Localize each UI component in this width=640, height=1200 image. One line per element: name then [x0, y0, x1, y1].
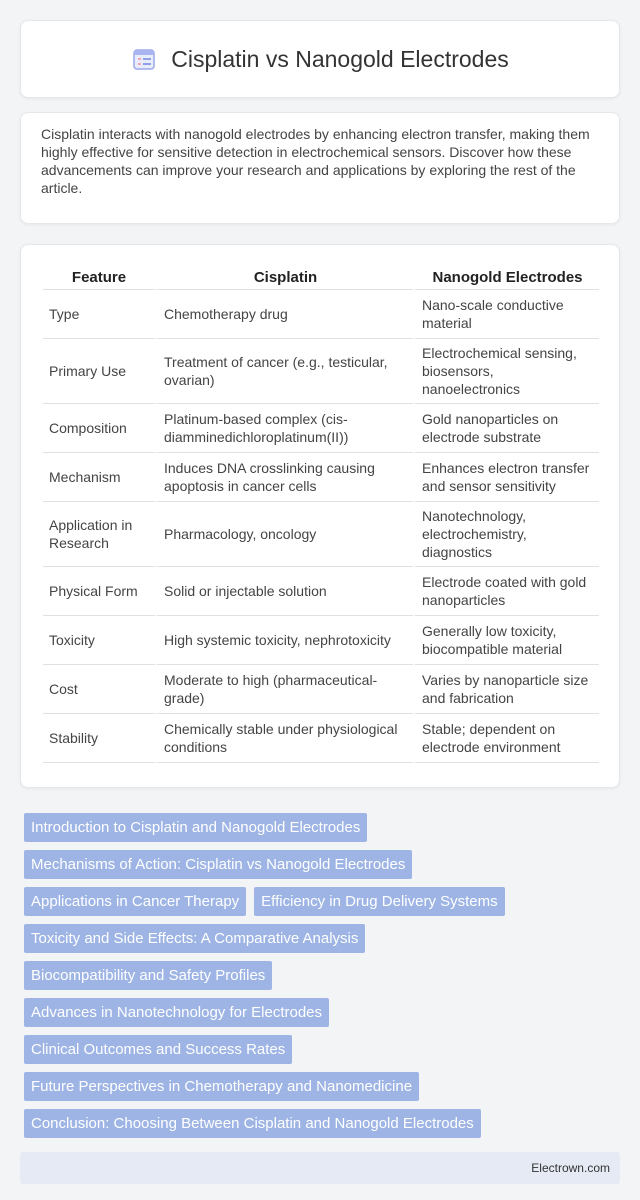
comparison-table: [43, 257, 599, 763]
table-header-row: [43, 257, 599, 290]
table-header-cell: Cisplatin: [155, 257, 413, 290]
topic-tag[interactable]: Future Perspectives in Chemotherapy and Nanomedicine: [24, 1072, 419, 1101]
topic-tag[interactable]: Introduction to Cisplatin and Nanogold Electrodes: [24, 813, 367, 842]
footer-site-name: Electrown.com: [531, 1161, 610, 1175]
table-row: [43, 453, 599, 502]
table-cell: Chemotherapy drug: [155, 290, 413, 339]
footer: [20, 1152, 620, 1184]
table-header-cell: Nanogold Electrodes: [413, 257, 599, 290]
table-cell: Varies by nanoparticle size and fabrication: [413, 665, 599, 714]
table-cell: Primary Use: [43, 339, 155, 404]
table-row: [43, 290, 599, 339]
table-cell: Physical Form: [43, 567, 155, 616]
topic-tag[interactable]: Efficiency in Drug Delivery Systems: [254, 887, 504, 916]
topic-tag[interactable]: Biocompatibility and Safety Profiles: [24, 961, 272, 990]
table-cell: High systemic toxicity, nephrotoxicity: [155, 616, 413, 665]
table-cell: Type: [43, 290, 155, 339]
table-cell: Induces DNA crosslinking causing apoptosis in cancer cells: [155, 453, 413, 502]
title-card: [20, 20, 620, 98]
table-header-cell: Feature: [43, 257, 155, 290]
table-cell: Gold nanoparticles on electrode substrate: [413, 404, 599, 453]
table-cell: Composition: [43, 404, 155, 453]
table-cell: Solid or injectable solution: [155, 567, 413, 616]
table-cell: Moderate to high (pharmaceutical-grade): [155, 665, 413, 714]
table-cell: Electrode coated with gold nanoparticles: [413, 567, 599, 616]
table-cell: Platinum-based complex (cis-diamminedichloroplatinum(II)): [155, 404, 413, 453]
table-cell: Treatment of cancer (e.g., testicular, ovarian): [155, 339, 413, 404]
table-cell: Generally low toxicity, biocompatible material: [413, 616, 599, 665]
topic-tag[interactable]: Advances in Nanotechnology for Electrodes: [24, 998, 329, 1027]
comparison-table-card: [20, 244, 620, 788]
topic-tag[interactable]: Conclusion: Choosing Between Cisplatin and Nanogold Electrodes: [24, 1109, 481, 1138]
table-cell: Enhances electron transfer and sensor sensitivity: [413, 453, 599, 502]
table-row: [43, 404, 599, 453]
table-cell: Toxicity: [43, 616, 155, 665]
table-cell: Nanotechnology, electrochemistry, diagnostics: [413, 502, 599, 567]
table-row: [43, 616, 599, 665]
topic-tag[interactable]: Mechanisms of Action: Cisplatin vs Nanogold Electrodes: [24, 850, 412, 879]
topic-tag[interactable]: Clinical Outcomes and Success Rates: [24, 1035, 292, 1064]
table-cell: Nano-scale conductive material: [413, 290, 599, 339]
table-row: [43, 339, 599, 404]
intro-text: Cisplatin interacts with nanogold electrodes by enhancing electron transfer, making them highly effective for sensitive detection in electrochemical sensors. Discover how these advancements can improve your research and applications by exploring the rest of the article.: [41, 126, 590, 196]
table-cell: Pharmacology, oncology: [155, 502, 413, 567]
topic-tags: [24, 813, 616, 1146]
page-title: Cisplatin vs Nanogold Electrodes: [171, 45, 509, 72]
table-cell: Mechanism: [43, 453, 155, 502]
topic-tag[interactable]: Applications in Cancer Therapy: [24, 887, 246, 916]
table-cell: Chemically stable under physiological conditions: [155, 714, 413, 763]
table-cell: Stability: [43, 714, 155, 763]
table-cell: Cost: [43, 665, 155, 714]
table-cell: Application in Research: [43, 502, 155, 567]
table-row: [43, 567, 599, 616]
calendar-list-icon: [131, 46, 157, 72]
table-row: [43, 665, 599, 714]
table-row: [43, 714, 599, 763]
intro-card: [20, 112, 620, 224]
table-row: [43, 502, 599, 567]
table-cell: Electrochemical sensing, biosensors, nanoelectronics: [413, 339, 599, 404]
topic-tag[interactable]: Toxicity and Side Effects: A Comparative Analysis: [24, 924, 365, 953]
table-cell: Stable; dependent on electrode environment: [413, 714, 599, 763]
